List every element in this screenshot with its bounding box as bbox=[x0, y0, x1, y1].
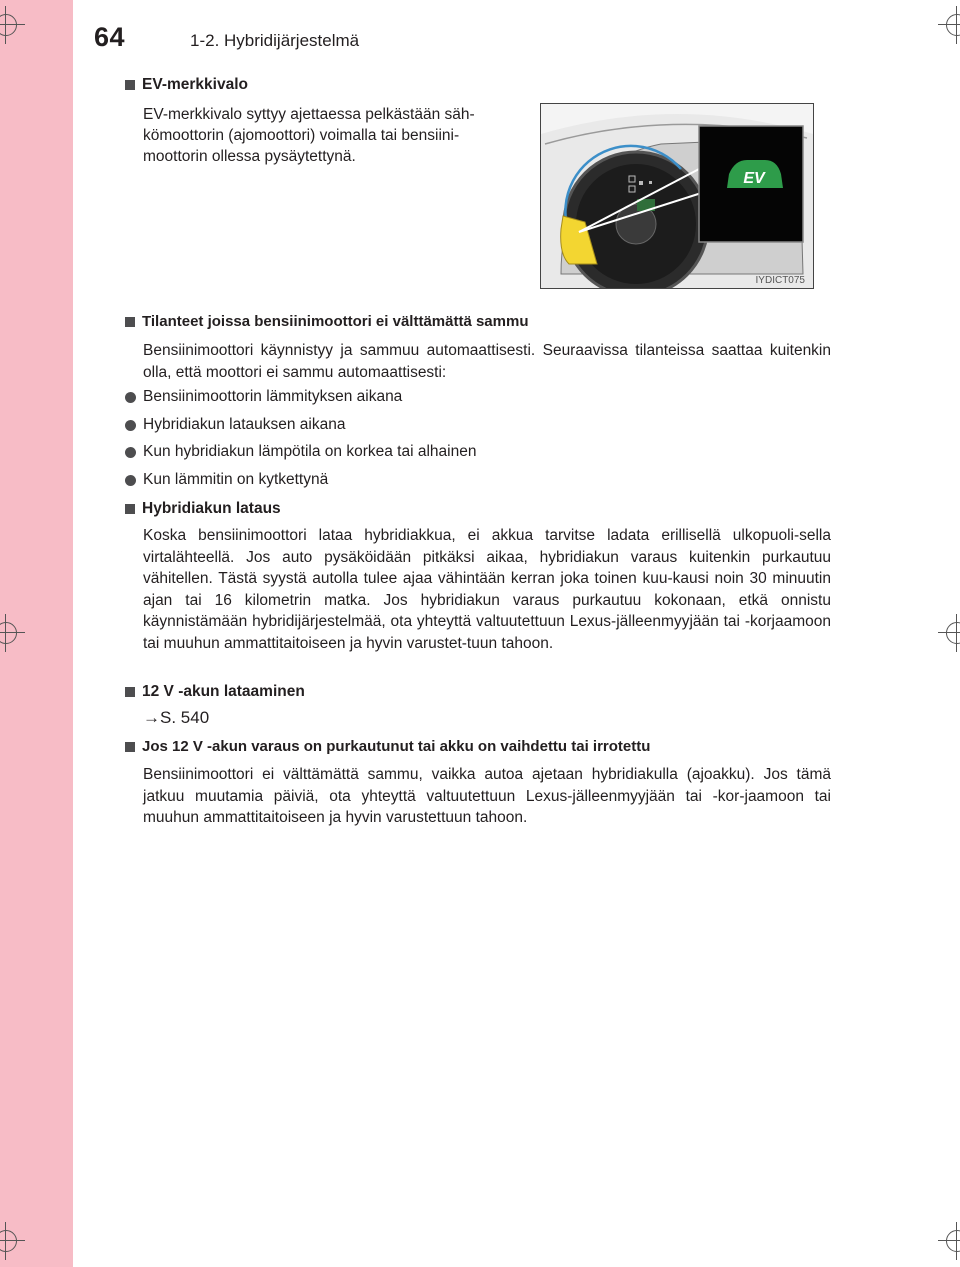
registration-mark-bottom-left bbox=[0, 1228, 19, 1254]
bullet-dot-icon bbox=[125, 420, 136, 431]
registration-mark-top-left bbox=[0, 12, 19, 38]
page-number: 64 bbox=[94, 22, 126, 52]
text-line: kömoottorin (ajomoottori) voimalla tai bensiini- bbox=[143, 127, 460, 144]
list-item bbox=[125, 416, 345, 434]
chapter-title: 1-2. Hybridijärjestelmä bbox=[190, 31, 360, 50]
section-heading-12v-discharged bbox=[125, 738, 650, 755]
section-heading-12v-charging bbox=[125, 683, 305, 701]
figure-code: IYDICT075 bbox=[755, 275, 805, 286]
instrument-cluster-illustration bbox=[541, 104, 813, 288]
text-line: moottorin ollessa pysäytettynä. bbox=[143, 148, 356, 165]
12v-discharged-description: Bensiinimoottori ei välttämättä sammu, vaikka autoa ajetaan hybridiakulla (ajoakku). Jos tämä jatkuu muutamia päiviä, ota yhteyttä valtuutettuun Lexus-jälleenmyyjään tai -kor-jaamoon tai muuhun ammattitaitoiseen ja hyvin varustettuun tahoon. bbox=[143, 766, 831, 827]
hybrid-charging-description: Koska bensiinimoottori lataa hybridiakkua, ei akkua tarvitse ladata erillisellä ulkopuoli-sella virtalähteellä. Jos auto pysäköidään pitkäksi aikaa, hybridiakun varaus kuitenkin purkautuu vähitellen. Tästä syystä autolla tulee ajaa vähintään kerran joka toinen kuu-kausi noin 30 minuutin ajan tai 16 kilometrin matka. Jos hybridiakun varaus purkautuu kokonaan, etkä onnistu käynnistämään hybridijärjestelmää, ota yhteyttä valtuutettuun Lexus-jälleenmyyjään tai -korjaamoon tai muuhun ammattitaitoiseen ja hyvin varustet-tuun tahoon. bbox=[143, 527, 831, 652]
list-item bbox=[125, 471, 328, 489]
svg-text:EV: EV bbox=[743, 170, 765, 187]
section-title: Jos 12 V -akun varaus on purkautunut tai akku on vaihdettu tai irrotettu bbox=[142, 738, 651, 755]
section-heading-ev bbox=[125, 76, 248, 94]
list-item-text: Hybridiakun latauksen aikana bbox=[143, 416, 346, 433]
list-item-text: Kun hybridiakun lämpötila on korkea tai alhainen bbox=[143, 443, 477, 460]
square-bullet-icon bbox=[125, 80, 135, 90]
ev-description bbox=[143, 104, 533, 167]
bullet-dot-icon bbox=[125, 447, 136, 458]
bullet-dot-icon bbox=[125, 392, 136, 403]
section-title: Tilanteet joissa bensiinimoottori ei välttämättä sammu bbox=[142, 313, 529, 330]
section-title: EV-merkkivalo bbox=[142, 76, 248, 93]
bullet-dot-icon bbox=[125, 475, 136, 486]
square-bullet-icon bbox=[125, 317, 135, 327]
registration-mark-bottom-right bbox=[944, 1228, 960, 1254]
list-item bbox=[125, 443, 476, 461]
square-bullet-icon bbox=[125, 742, 135, 752]
list-item bbox=[125, 388, 402, 406]
section-heading-hybrid-charging bbox=[125, 500, 281, 518]
square-bullet-icon bbox=[125, 504, 135, 514]
registration-mark-mid-right bbox=[944, 620, 960, 646]
section-title: 12 V -akun lataaminen bbox=[142, 683, 305, 700]
list-item-text: Kun lämmitin on kytkettynä bbox=[143, 471, 329, 488]
registration-mark-mid-left bbox=[0, 620, 19, 646]
square-bullet-icon bbox=[125, 687, 135, 697]
engine-description: Bensiinimoottori käynnistyy ja sammuu automaattisesti. Seuraavissa tilanteissa saattaa kuitenkin olla, että moottori ei sammu automaattisesti: bbox=[143, 342, 831, 381]
list-item-text: Bensiinimoottorin lämmityksen aikana bbox=[143, 388, 403, 405]
section-heading-engine bbox=[125, 313, 529, 330]
registration-mark-top-right bbox=[944, 12, 960, 38]
ev-indicator-figure bbox=[540, 103, 814, 289]
page-reference-link[interactable]: →S. 540 bbox=[143, 708, 210, 727]
section-title: Hybridiakun lataus bbox=[142, 500, 281, 517]
text-line: EV-merkkivalo syttyy ajettaessa pelkästään säh- bbox=[143, 106, 475, 123]
